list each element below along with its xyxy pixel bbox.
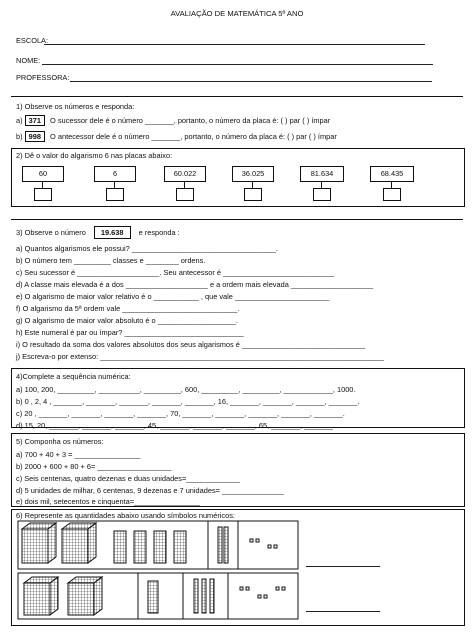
- q2-answer-box-6[interactable]: [383, 188, 401, 201]
- connector: [321, 181, 322, 188]
- q5-item-c: c) Seis centenas, quatro dezenas e duas unidades=_____________: [16, 474, 240, 483]
- q2-title: 2) Dê o valor do algarismo 6 nas placas abaixo:: [16, 151, 173, 160]
- q3-title: [16, 226, 180, 239]
- q3-number: 19.638: [94, 226, 131, 239]
- professora-label: PROFESSORA:: [16, 73, 70, 82]
- base-ten-blocks-row-1: [18, 521, 298, 569]
- hundred-flat-icon: [134, 531, 146, 563]
- q2-value-1: 60: [22, 166, 64, 182]
- q2-value-2: 6: [94, 166, 136, 182]
- thousand-cube-icon: [62, 523, 96, 563]
- professora-field[interactable]: [70, 81, 432, 82]
- q3-item-a: a) Quantos algarismos ele possui? ___________________________________.: [16, 244, 278, 253]
- q2-answer-box-2[interactable]: [106, 188, 124, 201]
- q6-answer-line-1[interactable]: [306, 566, 380, 567]
- q2-value-3: 60.022: [164, 166, 206, 182]
- q1-b-prefix: b): [16, 132, 23, 141]
- connector: [184, 181, 185, 188]
- unit-cube-icon: [240, 587, 285, 598]
- q3-item-g: g) O algarismo de maior valor absoluto é o ___________________.: [16, 316, 238, 325]
- q2-answer-box-3[interactable]: [176, 188, 194, 201]
- q5-item-a: a) 700 + 40 + 3 = ________________: [16, 450, 141, 459]
- q1-b-text: O antecessor dele é o número _______, portanto, o número da placa é: ( ) par ( ) ímpar: [50, 132, 337, 141]
- q3-item-f: f) O algarismo da 5ª ordem vale ____________________________.: [16, 304, 240, 313]
- hundred-flat-icon: [148, 581, 158, 613]
- connector: [252, 181, 253, 188]
- q4-item-a: a) 100, 200, _________, __________, _________, 600, _________, _________, ____________, 1000.: [16, 385, 356, 394]
- q3-item-d: d) A classe mais elevada é a dos ____________________ e a ordem mais elevada ____________________: [16, 280, 374, 289]
- q6-answer-line-2[interactable]: [306, 611, 380, 612]
- thousand-cube-icon: [22, 523, 56, 563]
- q5-item-e: e) dois mil, setecentos e cinquenta=________________: [16, 497, 200, 506]
- q3-item-i: i) O resultado da soma dos valores absolutos dos seus algarismos é ______________________________: [16, 340, 366, 349]
- q2-value-4: 36.025: [232, 166, 274, 182]
- hundred-flat-icon: [174, 531, 186, 563]
- q1-item-b: [16, 131, 337, 142]
- q5-item-d: d) 5 unidades de milhar, 6 centenas, 9 dezenas e 7 unidades= _______________: [16, 486, 284, 495]
- connector: [391, 181, 392, 188]
- page-title: AVALIAÇÃO DE MATEMÁTICA 5º ANO: [170, 9, 304, 18]
- q2-value-6: 68.435: [370, 166, 414, 182]
- q3-item-h: h) Este numeral é par ou ímpar? _____________________________: [16, 328, 244, 337]
- escola-field[interactable]: [44, 44, 425, 45]
- nome-label: NOME:: [16, 56, 41, 65]
- q4-item-d: d) 15, 20, _______, _______, _______, 45, _______, _______, _______, 65, _______, _______.: [16, 421, 335, 430]
- q2-answer-box-4[interactable]: [244, 188, 262, 201]
- ten-rod-icon: [210, 579, 214, 613]
- thousand-cube-icon: [24, 577, 58, 615]
- q5-title: 5) Componha os números:: [16, 437, 104, 446]
- q1-a-text: O sucessor dele é o número _______, portanto, o número da placa é: ( ) par ( ) ímpar: [50, 116, 331, 125]
- q3-item-b: b) O número tem _________ classes e ________ ordens.: [16, 256, 206, 265]
- q3-item-c: c) Seu sucessor é ____________________. Seu antecessor é ___________________________: [16, 268, 335, 277]
- q2-answer-box-5[interactable]: [313, 188, 331, 201]
- ten-rod-icon: [202, 579, 206, 613]
- q3-title-post: e responda :: [138, 228, 180, 237]
- q3-title-pre: 3) Observe o número: [16, 228, 86, 237]
- q3-item-e: e) O algarismo de maior valor relativo é o ___________ , que vale _______________________: [16, 292, 330, 301]
- q1-title: 1) Observe os números e responda:: [16, 102, 135, 111]
- connector: [114, 181, 115, 188]
- escola-label: ESCOLA:: [16, 36, 49, 45]
- q1-item-a: [16, 115, 330, 126]
- q1-a-number: 371: [25, 115, 45, 126]
- unit-cube-icon: [250, 539, 277, 548]
- q2-value-5: 81.634: [300, 166, 344, 182]
- q1-a-prefix: a): [16, 116, 23, 125]
- q4-item-b: b) 0 , 2, 4 , _______, _______, _______, _______, _______, 16, _______, _______, _______, _______.: [16, 397, 360, 406]
- hundred-flat-icon: [154, 531, 166, 563]
- base-ten-blocks-row-2: [18, 573, 298, 619]
- nome-field[interactable]: [42, 64, 433, 65]
- connector: [42, 181, 43, 188]
- ten-rod-icon: [194, 579, 198, 613]
- q4-title: 4)Complete a sequência numérica:: [16, 372, 131, 381]
- q1-b-number: 998: [25, 131, 45, 142]
- divider: [11, 219, 463, 221]
- hundred-flat-icon: [114, 531, 126, 563]
- q5-item-b: b) 2000 + 600 + 80 + 6= __________________: [16, 462, 172, 471]
- ten-rod-icon: [218, 527, 222, 563]
- q2-answer-box-1[interactable]: [34, 188, 52, 201]
- ten-rod-icon: [224, 527, 228, 563]
- divider: [11, 96, 463, 98]
- q4-item-c: c) 20 , _______, _______, _______, _______, 70, _______, _______, _______, _______, _______.: [16, 409, 345, 418]
- thousand-cube-icon: [68, 577, 102, 615]
- q3-item-j: j) Escreva-o por extenso: _____________________________________________________________________: [16, 352, 384, 361]
- q6-title: 6) Represente as quantidades abaixo usando símbolos numéricos:: [16, 511, 235, 520]
